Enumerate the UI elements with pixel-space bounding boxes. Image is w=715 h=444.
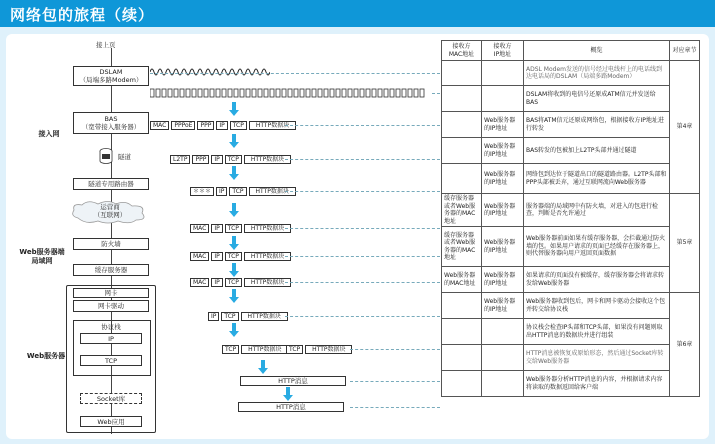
flow-arrow (229, 102, 239, 116)
table-row (442, 164, 700, 194)
cell-desc: 网络包到达位于隧道出口的隧道路由器。L2TP头部和PPP头部被丢弃，通过互联网流向Web服务器 (524, 164, 670, 194)
cell-ip: Web服务器的IP地址 (482, 164, 524, 194)
packet-mac-3 (190, 278, 293, 287)
cell-ip: Web服务器的IP地址 (482, 112, 524, 138)
tunnel-label: 隧道 (118, 153, 131, 161)
bas-box: BAS （宽带接入服务器） (73, 112, 149, 134)
nic-driver-box: 网卡驱动 (73, 300, 149, 312)
cell-mac: Web服务器的MAC地址 (442, 267, 482, 293)
cell-ip: Web服务器的IP地址 (482, 194, 524, 227)
flow-arrow (229, 236, 239, 250)
header-mac: MAC (190, 224, 209, 233)
cell-mac (442, 293, 482, 319)
guide-line (285, 125, 440, 126)
web-app-box: Web应用 (80, 416, 142, 427)
flow-arrow (229, 203, 239, 217)
nic-box: 网卡 (73, 288, 149, 298)
header-pppoe: PPPoE (171, 121, 195, 130)
packet-tunnel-router (190, 187, 298, 196)
header-tcp: TCP (225, 155, 242, 164)
header-tcp: TCP (222, 345, 239, 354)
table-row (442, 267, 700, 293)
header-unknown: ＊＊＊ (190, 187, 214, 196)
header-mac: MAC (150, 121, 169, 130)
flow-arrow (229, 166, 239, 180)
dslam-box: DSLAM （局端多路Modem） (73, 66, 149, 86)
packet-tcp-a (222, 345, 290, 354)
header-tcp: TCP (229, 187, 246, 196)
cell-desc: HTTP消息被恢复成原始形态，然后通过Socket库转交给Web服务器 (524, 345, 670, 371)
cell-chapter: 第6章 (670, 293, 700, 397)
cell-mac (442, 61, 482, 86)
cell-desc: Web服务器收到包后，网卡和网卡驱动会接收这个包并转交给协议栈 (524, 293, 670, 319)
page-title: 网络包的旅程（续） (10, 6, 155, 24)
header-mac: MAC (190, 252, 209, 261)
http-data-block: HTTP数据块 (241, 345, 288, 354)
header-ip: IP (208, 312, 219, 321)
http-data-block: HTTP数据块 (305, 345, 352, 354)
column-header-chapter: 对应章节 (670, 41, 700, 61)
table-row (442, 345, 700, 371)
flow-arrow (283, 387, 293, 401)
column-header-overview: 概览 (524, 41, 670, 61)
cache-server-box: 缓存服务器 (73, 264, 149, 276)
table-row (442, 371, 700, 397)
guide-line (350, 349, 440, 350)
flow-arrow (258, 360, 268, 374)
http-data-block: HTTP数据块 (244, 224, 291, 233)
electric-signal-wave (150, 66, 270, 78)
header-ip: IP (211, 224, 222, 233)
firewall-box: 防火墙 (73, 238, 149, 250)
cell-ip: Web服务器的IP地址 (482, 227, 524, 267)
ip-layer-box: IP (80, 333, 142, 344)
cell-desc: Web服务器前面如果有缓存服务器，会拦截通过防火墙的包。如果用户请求的页面已经缓存在服务器上，则代替服务器向用户返回页面数据 (524, 227, 670, 267)
header-ip: IP (211, 155, 222, 164)
cell-desc: DSLAM将收到的电信号还原成ATM信元并发送给BAS (524, 86, 670, 112)
cell-desc: 服务器端的局域网中有防火墙，对进入的包进行检查，判断是否允许通过 (524, 194, 670, 227)
socket-box: Socket库 (80, 393, 142, 404)
header-ip: IP (216, 121, 227, 130)
cell-chapter: 第4章 (670, 61, 700, 194)
header-tcp: TCP (230, 121, 247, 130)
guide-line (350, 381, 440, 382)
column-header-mac: 接收方 MAC地址 (442, 41, 482, 61)
header-tcp: TCP (286, 345, 303, 354)
packet-mac-1 (190, 224, 293, 233)
info-table (441, 40, 700, 397)
cell-mac (442, 86, 482, 112)
table-row (442, 319, 700, 345)
table-row (442, 112, 700, 138)
http-message-1: HTTP消息 (240, 376, 346, 386)
header-mac: MAC (190, 278, 209, 287)
http-message-2: HTTP消息 (238, 402, 344, 412)
section-access-network: 接入网 (38, 130, 60, 138)
cell-ip (482, 345, 524, 371)
table-row (442, 86, 700, 112)
protocol-stack-label: 协议栈 (101, 323, 121, 331)
cell-ip: Web服务器的IP地址 (482, 267, 524, 293)
isp-label: 运营商 （互联网） (93, 203, 127, 219)
guide-line (285, 256, 440, 257)
header-ppp: PPP (197, 121, 214, 130)
cell-desc: Web服务器分析HTTP消息的内容，并根据请求内容将读取的数据返回给客户端 (524, 371, 670, 397)
cell-mac (442, 319, 482, 345)
packet-bas (150, 121, 298, 130)
http-data-block: HTTP数据块 (244, 252, 291, 261)
header-ip: IP (211, 252, 222, 261)
flow-arrow (229, 323, 239, 337)
cell-mac (442, 345, 482, 371)
table-row (442, 61, 700, 86)
cell-ip (482, 61, 524, 86)
cell-ip: Web服务器的IP地址 (482, 138, 524, 164)
header-ip: IP (211, 278, 222, 287)
cell-desc: ADSL Modem发送的信号经过电线杆上的电话线到达电话局的DSLAM（局端多路Modem） (524, 61, 670, 86)
packet-tunnel (170, 155, 293, 164)
guide-line (350, 407, 440, 408)
cell-mac (442, 164, 482, 194)
cell-ip (482, 371, 524, 397)
header-ip: IP (216, 187, 227, 196)
table-row (442, 293, 700, 319)
title-bar (0, 0, 715, 27)
header-tcp: TCP (221, 312, 238, 321)
table-row (442, 227, 700, 267)
http-data-block: HTTP数据块 (241, 312, 288, 321)
header-tcp: TCP (225, 278, 242, 287)
atm-cells (150, 88, 430, 98)
http-data-block: HTTP数据块 (244, 155, 291, 164)
cell-mac (442, 112, 482, 138)
flow-arrow (229, 134, 239, 148)
table-header-row (442, 41, 700, 61)
http-data-block: HTTP数据块 (244, 278, 291, 287)
table-row (442, 138, 700, 164)
cell-mac (442, 138, 482, 164)
header-ppp: PPP (192, 155, 209, 164)
packet-mac-2 (190, 252, 293, 261)
guide-line (285, 282, 440, 283)
flow-arrow (229, 289, 239, 303)
header-l2tp: L2TP (170, 155, 190, 164)
header-tcp: TCP (225, 252, 242, 261)
cell-mac: 缓存服务器或者Web服务器的MAC地址 (442, 227, 482, 267)
cell-desc: 协议栈会检查IP头部和TCP头部，如果没有问题则取出HTTP消息的数据块并进行组装 (524, 319, 670, 345)
guide-line (150, 73, 440, 74)
cell-ip (482, 319, 524, 345)
guide-line (285, 316, 440, 317)
http-data-block: HTTP数据块 (249, 187, 296, 196)
cell-ip: Web服务器的IP地址 (482, 293, 524, 319)
section-web-server: Web服务器 (26, 352, 66, 360)
cell-desc: 如果请求的页面没有被缓存，缓存服务器会将请求转发给Web服务器 (524, 267, 670, 293)
cell-desc: BAS将ATM信元还原成网络包，根据接收方IP地址进行转发 (524, 112, 670, 138)
cell-chapter: 第5章 (670, 194, 700, 293)
http-data-block: HTTP数据块 (249, 121, 296, 130)
cell-mac: 缓存服务器或者Web服务器的MAC地址 (442, 194, 482, 227)
cell-ip (482, 86, 524, 112)
tunnel-icon (99, 148, 113, 164)
guide-line (285, 159, 440, 160)
tcp-layer-box: TCP (80, 355, 142, 366)
guide-line (432, 93, 440, 94)
section-web-lan: Web服务器端 局域网 (19, 248, 65, 265)
flow-arrow (229, 263, 239, 277)
cell-desc: BAS转发的包被加上L2TP头部并通过隧道 (524, 138, 670, 164)
guide-line (285, 191, 440, 192)
cell-mac (442, 371, 482, 397)
column-header-ip: 接收方 IP地址 (482, 41, 524, 61)
table-row (442, 194, 700, 227)
header-tcp: TCP (225, 224, 242, 233)
tunnel-router-box: 隧道专用路由器 (73, 178, 149, 190)
guide-line (285, 228, 440, 229)
packet-tcp-b (286, 345, 354, 354)
packet-ip (208, 312, 290, 321)
continued-label: 接上页 (96, 41, 116, 49)
